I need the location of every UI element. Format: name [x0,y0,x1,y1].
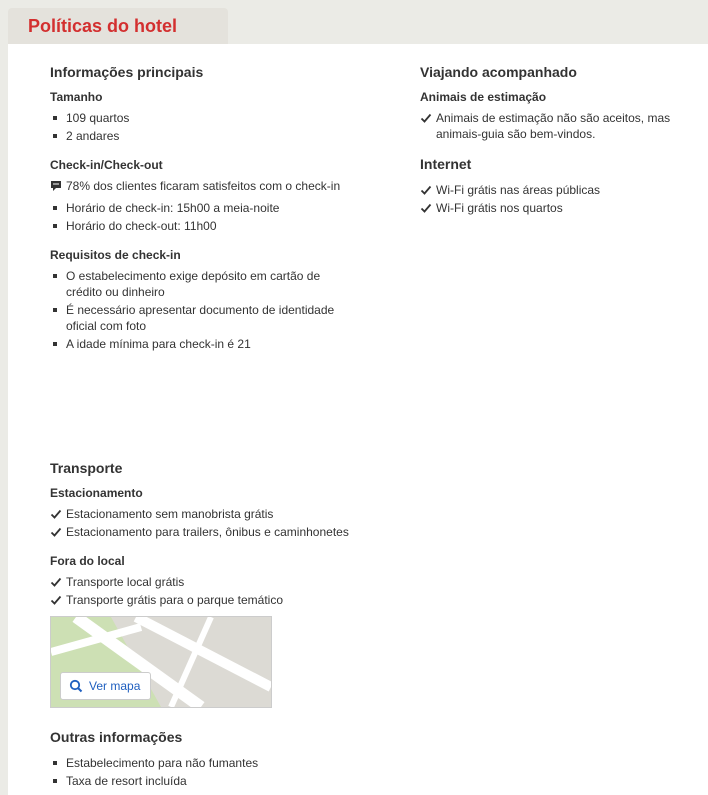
transport-heading: Transporte [50,460,123,476]
check-icon [50,574,66,590]
check-icon [420,110,436,142]
internet-list [420,182,700,216]
map-thumbnail[interactable] [50,616,272,708]
right-column [420,64,700,218]
policies-panel [8,44,708,795]
parking-group [50,486,370,540]
section-title: Políticas do hotel [28,16,178,36]
list-item: 2 andares [50,128,350,144]
transport-section [50,460,370,708]
size-list [50,110,350,144]
requirements-group [50,248,350,352]
list-item: Wi-Fi grátis nas áreas públicas [420,182,700,198]
list-item: Horário de check-in: 15h00 a meia-noite [50,200,350,216]
list-item: Taxa de resort incluída [50,773,370,789]
list-item: Horário do check-out: 11h00 [50,218,350,234]
check-icon [420,182,436,198]
list-item: Estacionamento para trailers, ônibus e caminhonetes [50,524,370,540]
check-icon [50,524,66,540]
view-map-label: Ver mapa [89,679,141,693]
traveling-heading: Viajando acompanhado [420,64,577,80]
size-heading: Tamanho [50,90,103,104]
list-item: O estabelecimento exige depósito em cartão de crédito ou dinheiro [50,268,350,300]
requirements-heading: Requisitos de check-in [50,248,181,262]
list-item: Animais de estimação não são aceitos, mas animais-guia são bem-vindos. [420,110,700,142]
parking-heading: Estacionamento [50,486,143,500]
review-item: 78% dos clientes ficaram satisfeitos com o check-in [50,178,350,194]
bullet-icon [50,128,66,144]
check-icon [50,592,66,608]
bullet-icon [50,302,66,334]
list-item: É necessário apresentar documento de identidade oficial com foto [50,302,350,334]
review-comment-icon [50,178,66,194]
bullet-icon [50,773,66,789]
list-item: A idade mínima para check-in é 21 [50,336,350,352]
checkin-group [50,158,350,234]
other-info-section [50,729,370,791]
requirements-list [50,268,350,352]
pets-heading: Animais de estimação [420,90,547,104]
list-item: Transporte grátis para o parque temático [50,592,370,608]
bullet-icon [50,268,66,300]
left-column [50,64,350,366]
check-icon [420,200,436,216]
parking-list [50,506,370,540]
other-info-heading: Outras informações [50,729,183,745]
checkin-heading: Check-in/Check-out [50,158,163,172]
offsite-list [50,574,370,608]
offsite-heading: Fora do local [50,554,125,568]
list-item: 109 quartos [50,110,350,126]
bullet-icon [50,336,66,352]
checkin-list [50,178,350,234]
internet-heading: Internet [420,156,472,172]
list-item: Wi-Fi grátis nos quartos [420,200,700,216]
list-item: Estabelecimento para não fumantes [50,755,370,771]
main-info-heading: Informações principais [50,64,204,80]
list-item: Estacionamento sem manobrista grátis [50,506,370,522]
pets-group [420,90,700,142]
bullet-icon [50,200,66,216]
size-group [50,90,350,144]
view-map-button[interactable] [60,672,151,700]
bullet-icon [50,218,66,234]
offsite-group [50,554,370,608]
check-icon [50,506,66,522]
section-tab [8,8,228,44]
list-item: Transporte local grátis [50,574,370,590]
bullet-icon [50,110,66,126]
bullet-icon [50,755,66,771]
pets-list [420,110,700,142]
search-icon [69,679,83,693]
other-info-list [50,755,370,789]
